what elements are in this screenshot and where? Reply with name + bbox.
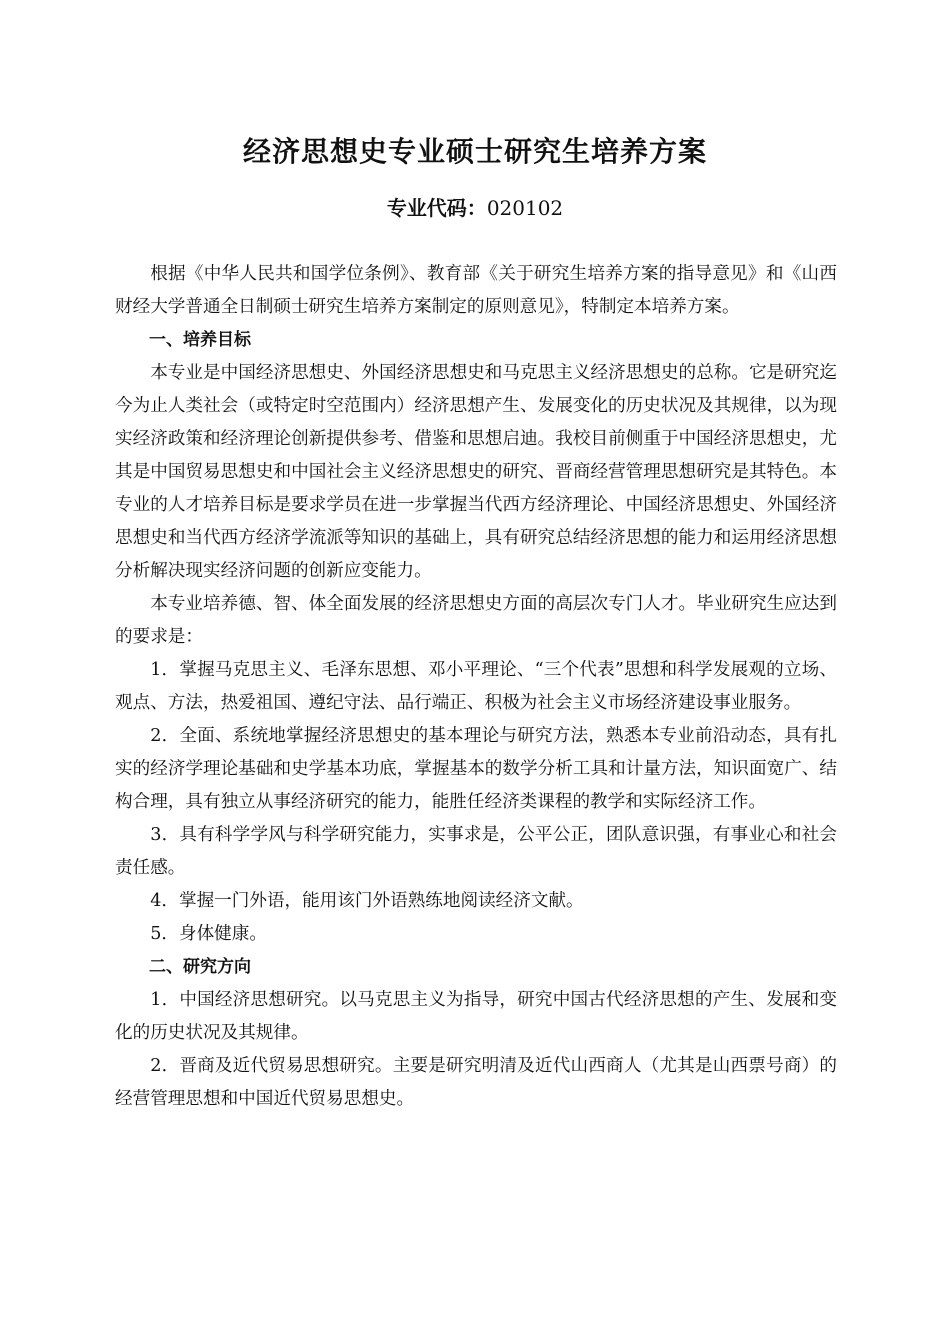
direction-item: 1．中国经济思想研究。以马克思主义为指导，研究中国古代经济思想的产生、发展和变化的历史状况及其规律。 [115, 990, 837, 1043]
document-title: 经济思想史专业硕士研究生培养方案 [242, 135, 707, 168]
direction-item: 2．晋商及近代贸易思想研究。主要是研究明清及近代山西商人（尤其是山西票号商）的经营管理思想和中国近代贸易思想史。 [115, 1056, 837, 1109]
requirement-item: 5．身体健康。 [150, 924, 267, 944]
requirement-item: 4．掌握一门外语，能用该门外语熟练地阅读经济文献。 [150, 891, 584, 911]
requirement-item: 1．掌握马克思主义、毛泽东思想、邓小平理论、“三个代表”思想和科学发展观的立场、观点、方法，热爱祖国、遵纪守法、品行端正、积极为社会主义市场经济建设事业服务。 [115, 660, 837, 713]
document-body [115, 258, 837, 1116]
program-code [0, 192, 950, 221]
body-paragraph: 本专业培养德、智、体全面发展的经济思想史方面的高层次专门人才。毕业研究生应达到的要求是： [115, 594, 837, 647]
intro-paragraph: 根据《中华人民共和国学位条例》、教育部《关于研究生培养方案的指导意见》和《山西财经大学普通全日制硕士研究生培养方案制定的原则意见》，特制定本培养方案。 [115, 264, 837, 317]
program-code-value: 020102 [486, 196, 564, 220]
section-heading-directions: 二、研究方向 [149, 957, 251, 977]
requirement-item: 3．具有科学学风与科学研究能力，实事求是，公平公正，团队意识强，有事业心和社会责任感。 [115, 825, 837, 878]
body-paragraph: 本专业是中国经济思想史、外国经济思想史和马克思主义经济思想史的总称。它是研究迄今为止人类社会（或特定时空范围内）经济思想产生、发展变化的历史状况及其规律，以为现实经济政策和经济理论创新提供参考、借鉴和思想启迪。我校目前侧重于中国经济思想史，尤其是中国贸易思想史和中国社会主义经济思想史的研究、晋商经营管理思想研究是其特色。本专业的人才培养目标是要求学员在进一步掌握当代西方经济理论、中国经济思想史、外国经济思想史和当代西方经济学流派等知识的基础上，具有研究总结经济思想的能力和运用经济思想分析解决现实经济问题的创新应变能力。 [115, 363, 837, 581]
section-heading-objectives: 一、培养目标 [149, 330, 251, 350]
requirement-item: 2．全面、系统地掌握经济思想史的基本理论与研究方法，熟悉本专业前沿动态，具有扎实的经济学理论基础和史学基本功底，掌握基本的数学分析工具和计量方法，知识面宽广、结构合理，具有独立从事经济研究的能力，能胜任经济类课程的教学和实际经济工作。 [115, 726, 837, 812]
program-code-label: 专业代码： [386, 196, 487, 220]
